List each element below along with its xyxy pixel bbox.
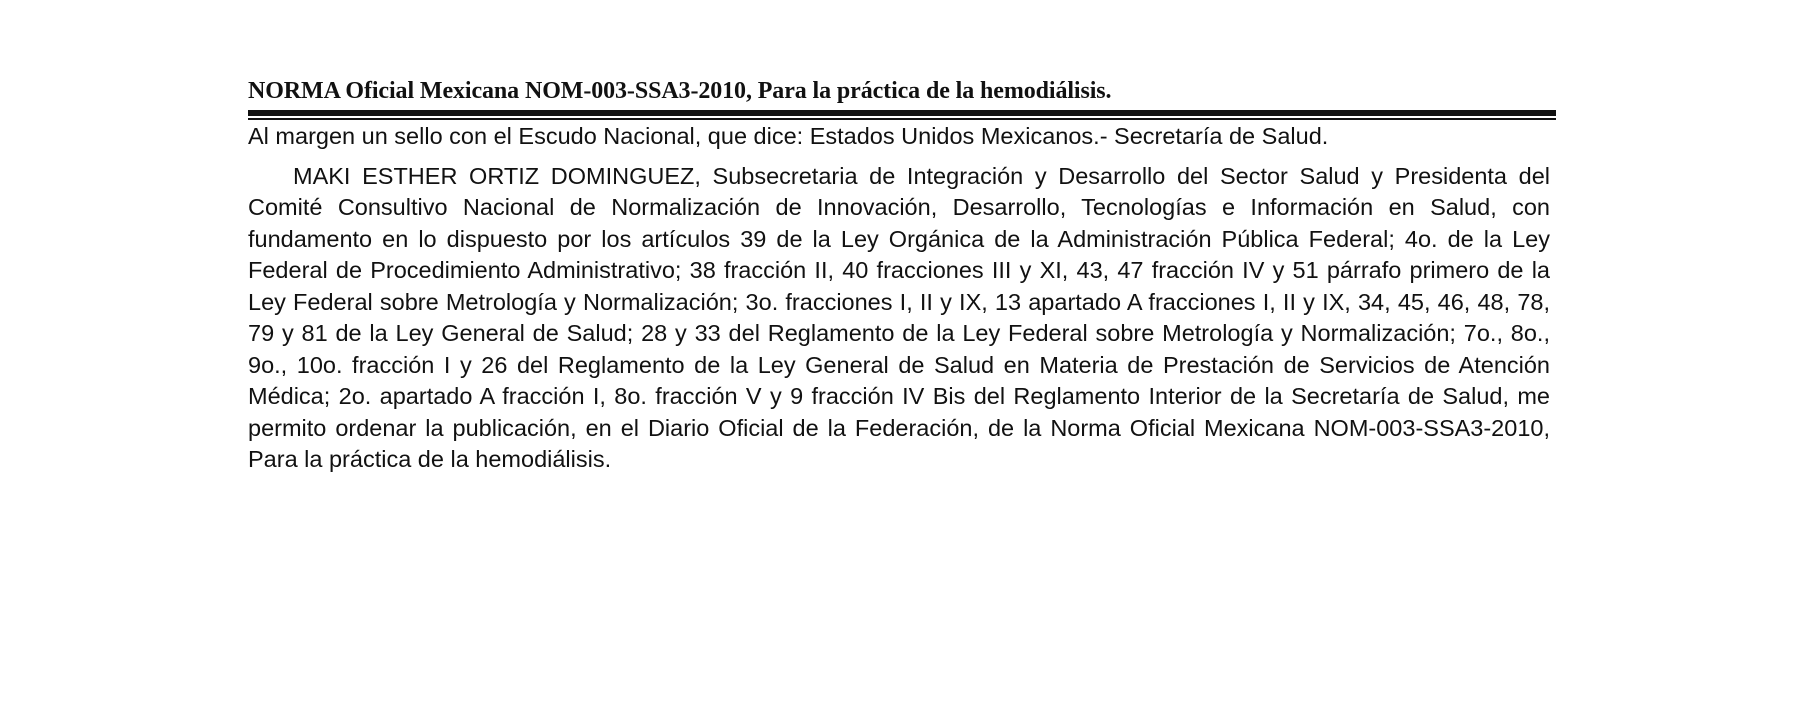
divider-thin-line (248, 118, 1556, 120)
body-paragraph: MAKI ESTHER ORTIZ DOMINGUEZ, Subsecretaria de Integración y Desarrollo del Sector Salud y Presidenta del Comité Consultivo Nacional de Normalización de Innovación, Desarrollo, Tecnologías e Información en Salud, con fundamento en lo dispuesto por los artículos 39 de la Ley Orgánica de la Administración Pública Federal; 4o. de la Ley Federal de Procedimiento Administrativo; 38 fracción II, 40 fracciones III y XI, 43, 47 fracción IV y 51 párrafo primero de la Ley Federal sobre Metrología y Normalización; 3o. fracciones I, II y IX, 13 apartado A fracciones I, II y IX, 34, 45, 46, 48, 78, 79 y 81 de la Ley General de Salud; 28 y 33 del Reglamento de la Ley Federal sobre Metrología y Normalización; 7o., 8o., 9o., 10o. fracción I y 26 del Reglamento de la Ley General de Salud en Materia de Prestación de Servicios de Atención Médica; 2o. apartado A fracción I, 8o. fracción V y 9 fracción IV Bis del Reglamento Interior de la Secretaría de Salud, me permito ordenar la publicación, en el Diario Oficial de la Federación, de la Norma Oficial Mexicana NOM-003-SSA3-2010, Para la práctica de la hemodiálisis. (248, 162, 1550, 472)
document-title: NORMA Oficial Mexicana NOM-003-SSA3-2010, Para la práctica de la hemodiálisis. (248, 78, 1112, 104)
title-divider (248, 110, 1556, 120)
document-page (248, 76, 1556, 476)
margin-note: Al margen un sello con el Escudo Nacional, que dice: Estados Unidos Mexicanos.- Secretaría de Salud. (248, 123, 1329, 149)
